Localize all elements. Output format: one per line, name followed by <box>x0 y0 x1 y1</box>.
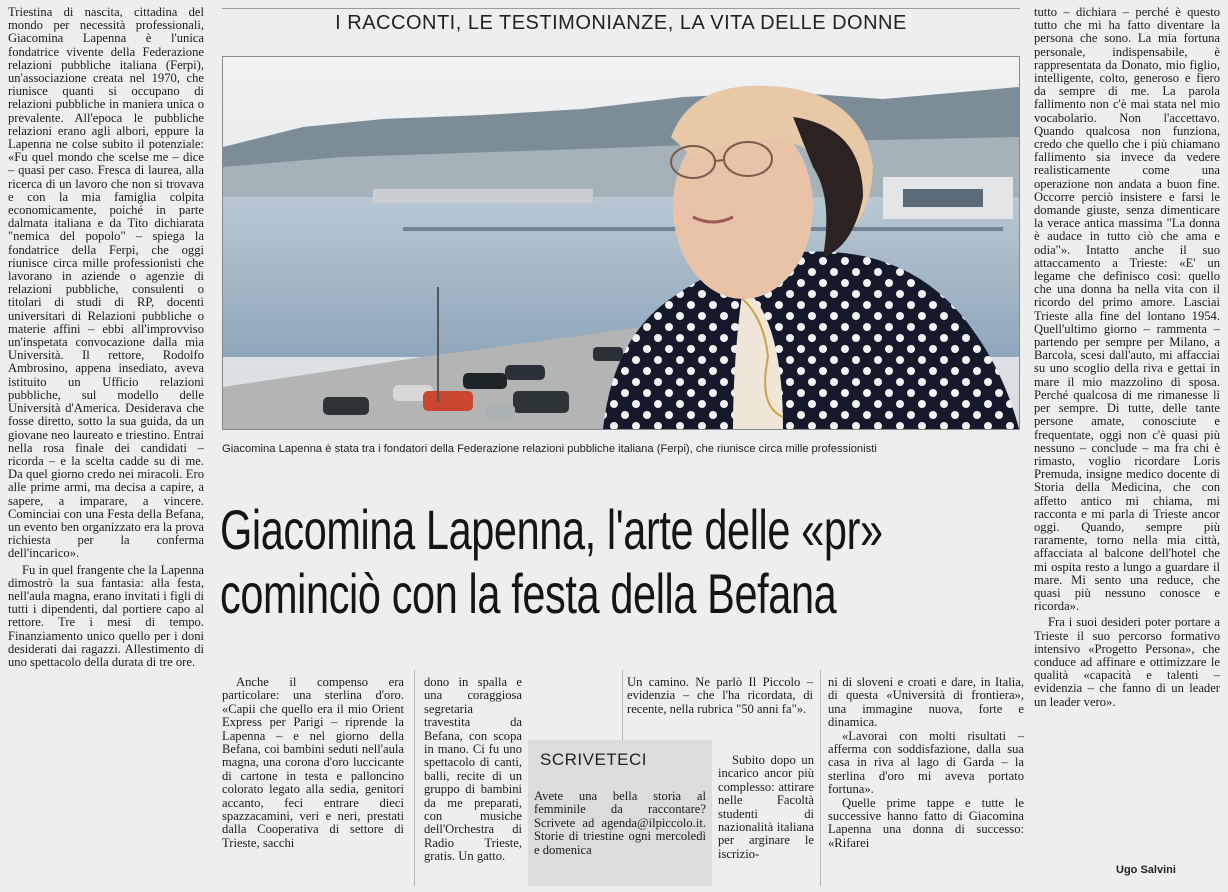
body-column-3 <box>718 754 814 886</box>
left-column-paragraph: Triestina di nascita, cittadina del mondo per necessità professionali, Giacomina Lapenna è l'unica fondatrice vivente della Federazione relazioni pubbliche italiana (Ferpi), un'associazione creata nel 1970, che riunisce quanti si occupano di relazioni pubbliche in maniera unica o prevalente. All'epoca le pubbliche relazioni erano agli albori, eppure la Lapenna ne colse subito il potenziale: «Fu quel mondo che scelse me – dice – quasi per caso. Fresca di laurea, alla ricerca di un lavoro che non si trovava e con la mia famiglia colpita economicamente, poiché in parte dalmata italiana e da Tito dichiarata "nemica del popolo" – spiega la fondatrice della Ferpi, che oggi riunisce circa mille professionisti che lavorano in aziende o agenzie di relazioni pubbliche, consulenti o titolari di studi di RP, docenti universitari di Relazioni pubbliche o materie affini – ebbi all'improvviso un'inspetata convocazione dalla mia Università. Il rettore, Rodolfo Ambrosino, appena insediato, aveva istituito un Ufficio relazioni pubbliche, sul modello delle Università d'America. Desiderava che fosse diretto, sotto la sua guida, da un giovane neo laureato e triestino. Entrai nella rosa finale dei candidati – ricorda – e la scelta cadde su di me. Da quel giorno credo nei miracoli. Ero alle prime armi, ma decisa a capire, a sapere, a imparare, a vincere. Cominciai con una Festa della Befana, un evento ben organizzato era la prova richiesta per la conferma dell'incarico». <box>8 6 204 561</box>
body-paragraph: dono in spalla e una coraggiosa segretaria travestita da Befana, con scopa in mano. Ci fu uno spettacolo di canti, balli, recite di un gruppo di bambini da me preparati, con musiche dell'Orchestra di Radio Trieste, gratis. Un gatto. <box>424 676 522 864</box>
column-divider <box>820 670 821 886</box>
author-byline: Ugo Salvini <box>1116 864 1176 876</box>
body-paragraph: Subito dopo un incarico ancor più complesso: attirare nelle Facoltà studenti di nazionalità italiana per arginare le iscrizio- <box>718 754 814 861</box>
body-column-1 <box>222 676 404 886</box>
body-column-4 <box>828 676 1024 886</box>
right-column-paragraph: Fra i suoi desideri poter portare a Trieste il suo percorso formativo intensivo «Progetto Persona», che conduce ad affinare e ottimizzare le qualità «capacità e talenti – evidenzia – che fanno di un leader un leader vero». <box>1034 615 1220 709</box>
box-text: Avete una bella storia al femminile da raccontare? Scrivete ad agenda@ilpiccolo.it. Storie di triestine ogni mercoledì e domenica <box>534 789 706 857</box>
scriveteci-box <box>528 740 712 886</box>
headline-line-2: cominciò con la festa della Befana <box>220 562 837 625</box>
right-column-paragraph: tutto – dichiara – perché è questo tutto che mi ha fatto diventare la persona che sono. La mia fortuna personale, indispensabile, è rappresentata da Donato, mio figlio, intelligente, colto, generoso e fiero da sempre di me. La parola fallimento non c'è mai stata nel mio vocabolario. Non l'accettavo. Quando qualcosa non funziona, credo che quello che i più chiamano fallimento sia invece da vedere realisticamente come una operazione non andata a buon fine. Occorre perciò insistere e farsi le domande giuste, senza dimenticare la verace antica massima "La donna è audace in tutto ciò che ama e odia"». Intatto anche il suo attaccamento a Trieste: «E' un legame che definisco così: quello che una donna ha nella vita con il ricordo del primo amore. Lasciai Trieste alla fine del lontano 1954. Quell'ultimo giorno – rammenta – partendo per sempre per Milano, a Barcola, scesi dall'auto, mi affacciai su uno scoglio della riva e gettai in mare il mio mazzolino di sposa. Perché qualcosa di me rimanesse lì per sempre. Di tutte, delle tante persone amate, conosciute e frequentate, oggi non c'è quasi più nessuno – conclude – ma fra chi è rimasto, voglio ricordare Loris Premuda, insigne medico docente di Storia della Medicina, che con affetto antico mi chiama, mi racconta e mi parla di Trieste ancor oggi. Quando, sempre più raramente, torno nella mia città, affacciata al balcone dell'hotel che mi ospita resto a lungo a guardare il mare. Mi sento una reduce, che quasi più nessuno conosce e ricorda». <box>1034 6 1220 614</box>
photo-caption: Giacomina Lapenna è stata tra i fondatori della Federazione relazioni pubbliche italiana (Ferpi), che riunisce circa mille professionisti <box>222 443 877 455</box>
section-kicker: I RACCONTI, LE TESTIMONIANZE, LA VITA DELLE DONNE <box>335 12 907 34</box>
left-column-paragraph: Fu in quel frangente che la Lapenna dimostrò la sua fantasia: alla festa, nell'aula magna, erano invitati i figli di tutti i dipendenti, dal portiere capo al rettore. Tre i mesi di tempo. Finanziamento unico quello per i doni desiderati dai ragazzi. Allestimento di uno spettacolo della durata di tre ore. <box>8 562 204 669</box>
headline-line-1: Giacomina Lapenna, l'arte delle «pr» <box>220 498 883 561</box>
column-divider <box>414 670 415 886</box>
body-paragraph: Un camino. Ne parlò Il Piccolo – evidenzia – che l'ha ricordata, di recente, nella rubrica "50 anni fa"». <box>627 676 813 716</box>
body-column-3-top <box>627 676 813 740</box>
body-paragraph: Quelle prime tappe e tutte le successive hanno fatto di Giacomina Lapenna una donna di successo: «Rifarei <box>828 795 1024 850</box>
right-column <box>1034 6 1220 872</box>
article-photo <box>222 56 1020 430</box>
article-headline <box>220 498 883 626</box>
left-column <box>8 6 204 890</box>
photo-illustration <box>223 57 1019 429</box>
top-rule <box>222 8 1020 9</box>
body-paragraph: Anche il compenso era particolare: una sterlina d'oro. «Capii che quello era il mio Orient Express per Parigi – riprende la Lapenna – e nel giorno della Befana, coi bambini seduti nell'aula magna, una corona d'oro luccicante di cartone in testa e palloncino colorato legato alla sedia, genitori accanto, feci entrare dieci spazzacamini, veri e neri, prestati dalla Cooperativa di settore di Trieste, sacchi <box>222 676 404 850</box>
body-column-2 <box>424 676 522 886</box>
body-paragraph: ni di sloveni e croati e dare, in Italia, di questa «Università di frontiera», una immagine nuova, forte e dinamica. <box>828 676 1024 730</box>
box-title: SCRIVETECI <box>540 750 648 769</box>
body-paragraph: «Lavorai con molti risultati – afferma con soddisfazione, dalla sua casa in riva al lago di Garda – la sterlina d'oro mi aveva portato fortuna». <box>828 728 1024 797</box>
